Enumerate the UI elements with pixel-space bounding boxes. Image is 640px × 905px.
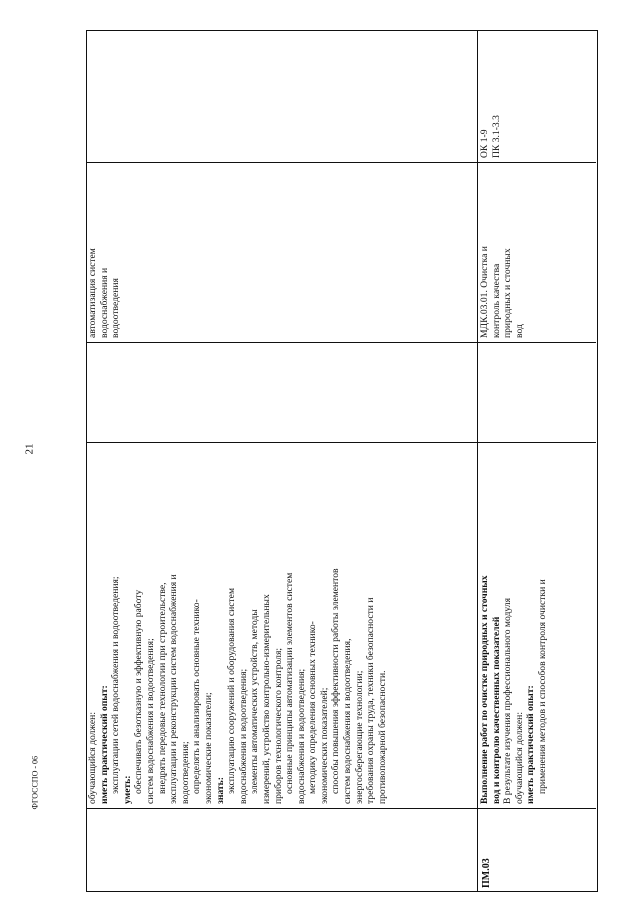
description-line: эксплуатации и реконструкции систем водоснабжения и [168,574,180,804]
description-line: знать: [214,777,226,804]
description-line: эксплуатацию сооружений и оборудования систем [226,587,238,794]
mdk-cell [86,162,477,342]
competencies-cell [478,30,596,162]
description-line: измерений, устройство контрольно-измерительных [260,594,272,804]
description-line: иметь практический опыт: [525,685,537,804]
description-line: обучающийся должен: [513,712,525,804]
mdk-line: МДК.03.01. Очистка и [479,246,490,338]
module-code-cell [86,808,477,892]
description-cell [86,442,477,808]
description-line: иметь практический опыт: [98,685,110,804]
mdk-line: автоматизация систем [87,248,98,338]
description-line: обеспечивать безотказную и эффективную работу [133,589,145,794]
curriculum-table-wrapper [86,30,598,892]
description-line: систем водоснабжения и водоотведения, [342,638,354,804]
description-line: методику определения основных технико- [307,621,319,794]
description-line: водоснабжения и водоотведения; [237,668,249,804]
mdk-line: вод [513,324,525,338]
description-line: обучающийся должен: [87,712,98,804]
description-line: уметь: [121,775,133,804]
description-line: определять и анализировать основные технико- [191,599,203,794]
competencies-cell [86,30,477,162]
description-line: Выполнение работ по очистке природных и сточных [479,575,490,804]
description-line: экономических показателей; [318,687,330,804]
module-code [87,813,89,888]
description-line: приборов технологического контроля; [272,647,284,804]
description-line: эксплуатации сетей водоснабжения и водоотведения; [110,576,122,794]
description-line: водоснабжения и водоотведения; [295,668,307,804]
description-line: основные принципы автоматизации элементов систем [284,572,296,794]
description-line: внедрять передовые технологии при строительстве, [156,582,168,794]
module-code: ПМ.03 [481,858,492,888]
description-line: вод и контролю качественных показателей [490,616,502,804]
footer-code: ФГОССПО - 06 [30,755,40,810]
description-cell [478,442,596,808]
mdk-line: водоотведения [110,278,122,338]
module-code-cell [478,808,596,892]
description-line: противопожарной безопасности. [376,670,388,804]
competency-line: ПК 3.1-3.3 [490,115,502,158]
hours-cell [478,342,596,442]
mdk-line: водоснабжения и [98,267,110,338]
description-line: экономические показатели; [202,692,214,804]
description-line: элементы автоматических устройств, методы [249,609,261,794]
curriculum-table [86,30,598,892]
description-line: В результате изучения профессионального модуля [502,598,514,804]
page-number: 21 [23,443,36,455]
mdk-cell [478,162,596,342]
description-line: требования охраны труда, техники безопасности и [365,597,377,804]
description-line: водоотведения; [179,741,191,804]
description-line: энергосберегающие технологии; [353,670,365,804]
description-line: способы повышения эффективности работы элементов [330,568,342,794]
mdk-line: контроль качества [490,263,502,338]
competency-line: ОК 1-9 [479,129,490,158]
table-row [86,30,478,892]
mdk-line: природных и сточных [502,248,514,338]
table-row [478,30,596,892]
description-line: применения методов и способов контроля очистки и [536,579,548,794]
hours-cell [86,342,477,442]
description-line: систем водоснабжения и водоотведения; [144,638,156,804]
